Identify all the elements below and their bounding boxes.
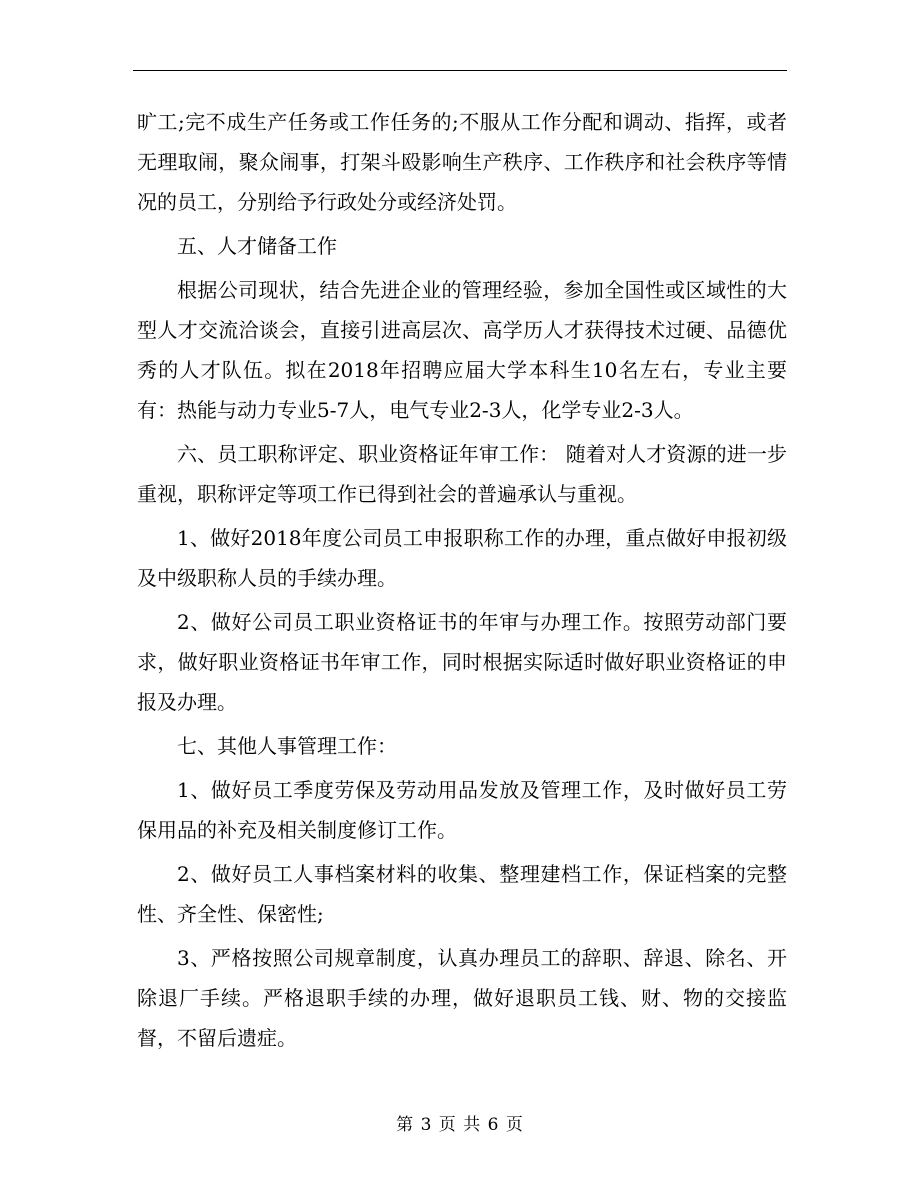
list-item-6-2: 2、做好公司员工职业资格证书的年审与办理工作。按照劳动部门要求，做好职业资格证书年审工作，同时根据实际适时做好职业资格证的申报及办理。 [137, 610, 787, 714]
section-heading-6: 六、员工职称评定、职业资格证年审工作： 随着对人才资源的进一步重视，职称评定等项工作已得到社会的普遍承认与重视。 [137, 442, 787, 506]
list-item-7-2: 2、做好员工人事档案材料的收集、整理建档工作，保证档案的完整性、齐全性、保密性; [137, 862, 787, 926]
list-item-7-1: 1、做好员工季度劳保及劳动用品发放及管理工作，及时做好员工劳保用品的补充及相关制度修订工作。 [137, 778, 787, 842]
list-item-7-3: 3、严格按照公司规章制度，认真办理员工的辞职、辞退、除名、开除退厂手续。严格退职手续的办理，做好退职员工钱、财、物的交接监督，不留后遗症。 [137, 946, 787, 1050]
section-heading-7: 七、其他人事管理工作： [177, 734, 397, 758]
header-rule [133, 70, 787, 71]
paragraph-talent-reserve: 根据公司现状，结合先进企业的管理经验，参加全国性或区域性的大型人才交流洽谈会，直接引进高层次、高学历人才获得技术过硬、品德优秀的人才队伍。拟在2018年招聘应届大学本科生10名左右，专业主要有：热能与动力专业5-7人，电气专业2-3人，化学专业2-3人。 [137, 278, 787, 422]
page-number-footer: 第 3 页 共 6 页 [396, 1115, 524, 1135]
list-item-6-1: 1、做好2018年度公司员工申报职称工作的办理，重点做好申报初级及中级职称人员的手续办理。 [137, 526, 787, 590]
section-heading-5: 五、人才储备工作 [177, 234, 337, 258]
document-body [137, 102, 787, 1062]
paragraph-1: 旷工;完不成生产任务或工作任务的;不服从工作分配和调动、指挥，或者无理取闹，聚众闹事，打架斗殴影响生产秩序、工作秩序和社会秩序等情况的员工，分别给予行政处分或经济处罚。 [137, 110, 787, 214]
